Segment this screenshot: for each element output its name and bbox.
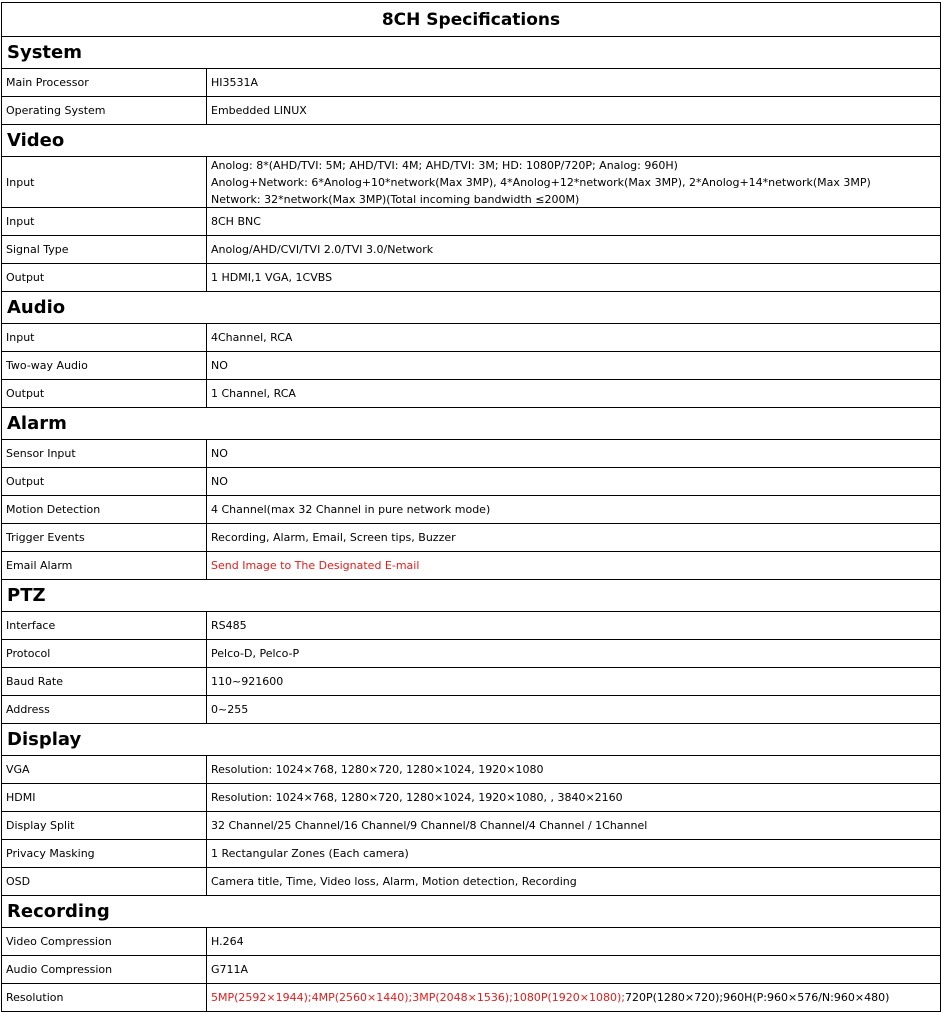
row-value: 8CH BNC (211, 215, 261, 228)
row-label: HDMI (2, 784, 207, 811)
row-value: 1 HDMI,1 VGA, 1CVBS (211, 271, 333, 284)
row-value: H.264 (211, 935, 244, 948)
section-heading-video: Video (2, 125, 940, 157)
table-row (2, 612, 940, 640)
row-label: Privacy Masking (2, 840, 207, 867)
section-heading-recording: Recording (2, 896, 940, 928)
row-value: 1 Channel, RCA (211, 387, 296, 400)
value-line: Anolog: 8*(AHD/TVI: 5M; AHD/TVI: 4M; AHD/TVI: 3M; HD: 1080P/720P; Analog: 960H) (211, 158, 678, 172)
row-value: 0~255 (211, 703, 249, 716)
row-label: Interface (2, 612, 207, 639)
table-row (2, 440, 940, 468)
section-heading-audio: Audio (2, 292, 940, 324)
table-row (2, 324, 940, 352)
table-row (2, 784, 940, 812)
row-value: Anolog/AHD/CVI/TVI 2.0/TVI 3.0/Network (211, 243, 434, 256)
table-row (2, 97, 940, 125)
row-value: Pelco-D, Pelco-P (211, 647, 300, 660)
row-value (207, 984, 940, 1011)
row-label: Sensor Input (2, 440, 207, 467)
row-label: Protocol (2, 640, 207, 667)
row-label: Trigger Events (2, 524, 207, 551)
value-line: Anolog+Network: 6*Anolog+10*network(Max 3MP), 4*Anolog+12*network(Max 3MP), 2*Anolog+14*network(Max 3MP) (211, 175, 871, 189)
spec-table (1, 2, 941, 1012)
resolution-rest: 720P(1280×720);960H(P:960×576/N:960×480) (624, 991, 890, 1004)
row-value: NO (211, 475, 228, 488)
section-heading-ptz: PTZ (2, 580, 940, 612)
row-label: Email Alarm (2, 552, 207, 579)
row-value: NO (211, 447, 228, 460)
section-heading-alarm: Alarm (2, 408, 940, 440)
row-value: HI3531A (211, 76, 259, 89)
row-label: Video Compression (2, 928, 207, 955)
row-label: Input (2, 324, 207, 351)
table-row (2, 668, 940, 696)
section-heading-display: Display (2, 724, 940, 756)
row-value-highlight: Send Image to The Designated E-mail (211, 559, 420, 572)
row-value: 32 Channel/25 Channel/16 Channel/9 Channel/8 Channel/4 Channel / 1Channel (211, 819, 648, 832)
row-value: RS485 (211, 619, 247, 632)
table-row (2, 352, 940, 380)
row-label: Address (2, 696, 207, 723)
table-row (2, 984, 940, 1012)
row-value: Recording, Alarm, Email, Screen tips, Buzzer (211, 531, 456, 544)
table-row (2, 812, 940, 840)
table-title: 8CH Specifications (2, 2, 940, 37)
row-value: 110~921600 (211, 675, 284, 688)
row-label: Audio Compression (2, 956, 207, 983)
table-row (2, 69, 940, 97)
table-row (2, 640, 940, 668)
table-row (2, 380, 940, 408)
row-label: Output (2, 264, 207, 291)
table-row (2, 868, 940, 896)
row-label: Display Split (2, 812, 207, 839)
row-label: Output (2, 380, 207, 407)
row-value: 4 Channel(max 32 Channel in pure network mode) (211, 503, 491, 516)
table-row (2, 208, 940, 236)
row-label: Input (2, 157, 207, 207)
table-row (2, 552, 940, 580)
table-row (2, 840, 940, 868)
table-row (2, 756, 940, 784)
row-label: Operating System (2, 97, 207, 124)
row-value (207, 157, 940, 207)
resolution-highlight: 5MP(2592×1944);4MP(2560×1440);3MP(2048×1536);1080P(1920×1080); (211, 991, 625, 1004)
table-row (2, 468, 940, 496)
row-value: Embedded LINUX (211, 104, 307, 117)
table-row (2, 696, 940, 724)
table-row (2, 928, 940, 956)
row-label: OSD (2, 868, 207, 895)
row-value: 1 Rectangular Zones (Each camera) (211, 847, 409, 860)
section-heading-system: System (2, 37, 940, 69)
row-value: Resolution: 1024×768, 1280×720, 1280×1024, 1920×1080 (211, 763, 544, 776)
row-label: VGA (2, 756, 207, 783)
table-row (2, 496, 940, 524)
table-row (2, 524, 940, 552)
row-value: Resolution: 1024×768, 1280×720, 1280×1024, 1920×1080, , 3840×2160 (211, 791, 623, 804)
row-label: Resolution (2, 984, 207, 1011)
table-row (2, 956, 940, 984)
row-value: 4Channel, RCA (211, 331, 293, 344)
row-label: Two-way Audio (2, 352, 207, 379)
row-value: Camera title, Time, Video loss, Alarm, Motion detection, Recording (211, 875, 577, 888)
row-label: Input (2, 208, 207, 235)
table-row (2, 236, 940, 264)
row-label: Main Processor (2, 69, 207, 96)
row-value: NO (211, 359, 228, 372)
row-label: Motion Detection (2, 496, 207, 523)
row-value: G711A (211, 963, 249, 976)
table-row (2, 264, 940, 292)
row-label: Output (2, 468, 207, 495)
value-line: Network: 32*network(Max 3MP)(Total incoming bandwidth ≤200M) (211, 192, 580, 206)
row-label: Signal Type (2, 236, 207, 263)
table-row (2, 157, 940, 208)
row-label: Baud Rate (2, 668, 207, 695)
